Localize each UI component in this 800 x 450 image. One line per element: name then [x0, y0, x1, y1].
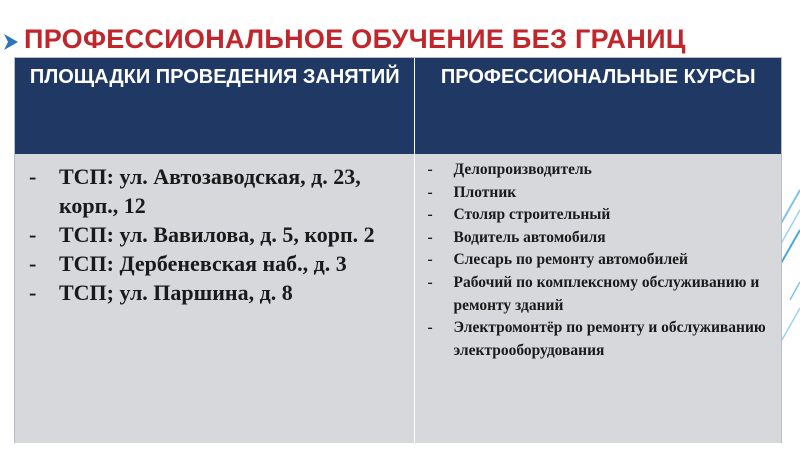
list-item: - Слесарь по ремонту автомобилей [423, 249, 775, 272]
courses-list [423, 159, 775, 362]
table-body [15, 154, 781, 443]
list-item: - ТСП: ул. Автозаводская, д. 23, корп., 12 [29, 162, 404, 220]
header-courses: ПРОФЕССИОНАЛЬНЫЕ КУРСЫ [440, 66, 756, 88]
list-item: - Столяр строительный [423, 204, 775, 227]
list-item: - ТСП: Дербеневская наб., д. 3 [29, 249, 404, 278]
table-header [15, 58, 781, 154]
page-title: ПРОФЕССИОНАЛЬНОЕ ОБУЧЕНИЕ БЕЗ ГРАНИЦ [24, 24, 686, 54]
info-table [14, 57, 782, 443]
header-venues: ПЛОЩАДКИ ПРОВЕДЕНИЯ ЗАНЯТИЙ [15, 58, 415, 154]
list-item: - Плотник [423, 182, 775, 205]
venues-list [29, 162, 404, 307]
list-item: - Делопроизводитель [423, 159, 775, 182]
list-item: - Рабочий по комплексному обслуживанию и ремонту зданий [423, 272, 775, 317]
arrow-bullet-icon [4, 34, 18, 50]
list-item: - Электромонтёр по ремонту и обслуживанию электрооборудования [423, 317, 775, 362]
list-item: - ТСП; ул. Паршина, д. 8 [29, 278, 404, 307]
venues-cell [15, 154, 415, 443]
list-item: - ТСП: ул. Вавилова, д. 5, корп. 2 [29, 220, 404, 249]
title-row [0, 22, 800, 62]
list-item: - Водитель автомобиля [423, 227, 775, 250]
courses-cell [415, 154, 781, 443]
